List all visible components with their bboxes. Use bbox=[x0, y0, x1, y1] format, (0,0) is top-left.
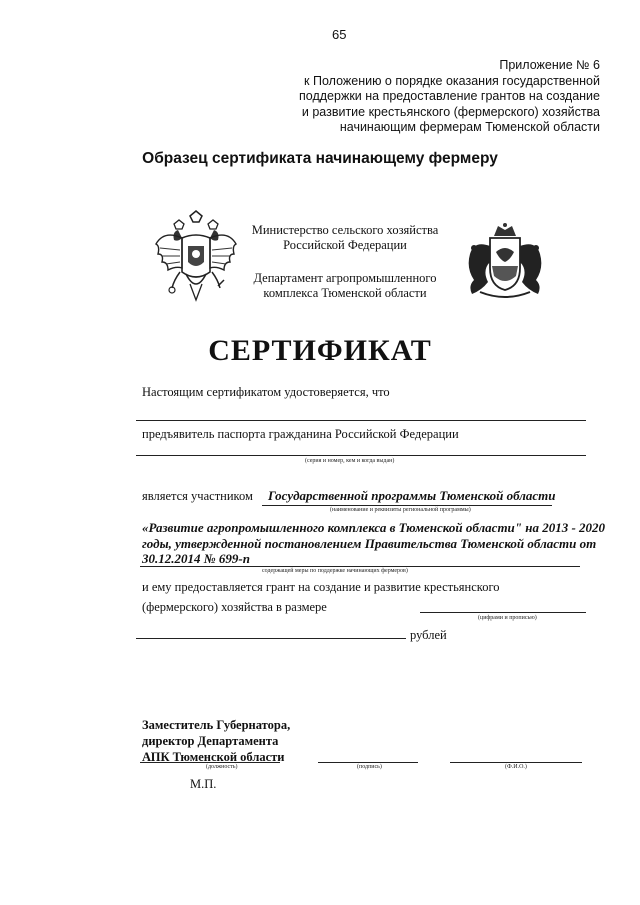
russian-coat-of-arms-icon bbox=[152, 210, 240, 306]
full-name-line bbox=[450, 762, 582, 763]
page-number: 65 bbox=[332, 27, 347, 42]
grant-text-line: (фермерского) хозяйства в размере bbox=[142, 600, 327, 614]
signer-position-line: директор Департамента bbox=[142, 734, 279, 748]
signer-position bbox=[142, 717, 290, 765]
appendix-line: к Положению о порядке оказания государственной bbox=[304, 73, 600, 88]
program-detail-line: 30.12.2014 № 699-п bbox=[142, 551, 250, 566]
ministry-text bbox=[250, 223, 440, 253]
position-line bbox=[140, 762, 280, 763]
amount-caption: (цифрами и прописью) bbox=[478, 615, 537, 621]
program-name: Государственной программы Тюменской области bbox=[268, 488, 556, 503]
position-caption: (должность) bbox=[206, 764, 238, 770]
signer-position-line: Заместитель Губернатора, bbox=[142, 718, 291, 732]
tyumen-region-coat-of-arms-icon bbox=[460, 222, 550, 302]
grant-text-line: и ему предоставляется грант на создание и развитие крестьянского bbox=[142, 580, 500, 594]
amount-words-line bbox=[136, 638, 406, 639]
department-line: Департамент агропромышленного bbox=[253, 271, 437, 285]
ministry-line: Российской Федерации bbox=[283, 238, 407, 252]
name-caption: (Ф.И.О.) bbox=[505, 764, 527, 770]
appendix-line: начинающим фермерам Тюменской области bbox=[339, 120, 600, 134]
passport-caption: (серия и номер, кем и когда выдан) bbox=[305, 458, 395, 464]
department-text bbox=[250, 271, 440, 301]
appendix-block bbox=[299, 58, 600, 136]
signature-line bbox=[318, 762, 418, 763]
appendix-line: поддержки на предоставление грантов на создание bbox=[299, 89, 600, 103]
ministry-line: Министерство сельского хозяйства bbox=[251, 223, 439, 237]
certificate-title: СЕРТИФИКАТ bbox=[208, 334, 432, 367]
department-line: комплекса Тюменской области bbox=[263, 286, 427, 300]
measure-caption: содержащей меры по поддержке начинающих фермеров) bbox=[262, 568, 408, 574]
program-name-line bbox=[262, 505, 552, 506]
appendix-line: и развитие крестьянского (фермерского) хозяйства bbox=[301, 104, 600, 119]
intro-text: Настоящим сертификатом удостоверяется, что bbox=[142, 385, 390, 399]
program-detail-underline bbox=[140, 566, 580, 567]
signature-caption: (подпись) bbox=[357, 764, 382, 770]
participant-label: является участником bbox=[142, 489, 253, 503]
amount-line bbox=[420, 612, 586, 613]
recipient-name-line bbox=[136, 420, 586, 421]
passport-text: предъявитель паспорта гражданина Российской Федерации bbox=[142, 427, 459, 441]
signer-position-line: АПК Тюменской области bbox=[142, 750, 285, 764]
program-caption: (наименование и реквизиты региональной программы) bbox=[330, 507, 471, 513]
program-detail-line: «Развитие агропромышленного комплекса в Тюменской области" на 2013 - 2020 bbox=[142, 520, 606, 535]
currency-label: рублей bbox=[410, 628, 447, 642]
document-title: Образец сертификата начинающему фермеру bbox=[142, 150, 498, 167]
stamp-place: М.П. bbox=[190, 777, 217, 791]
passport-data-line bbox=[136, 455, 586, 456]
program-detail-line: годы, утвержденной постановлением Правительства Тюменской области от bbox=[142, 536, 597, 551]
appendix-line: Приложение № 6 bbox=[499, 58, 600, 72]
